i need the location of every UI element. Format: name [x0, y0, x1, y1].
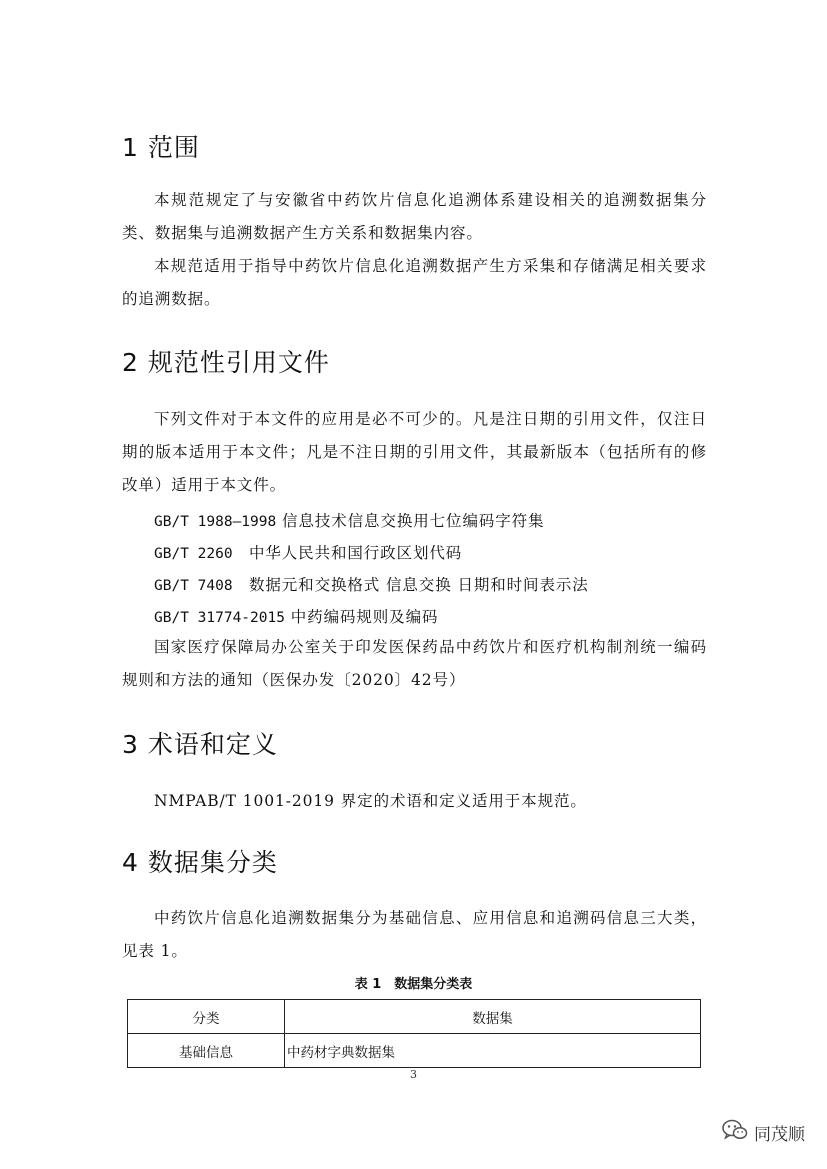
- reference-item: GB/T 7408 数据元和交换格式 信息交换 日期和时间表示法: [154, 576, 589, 594]
- dataset-classification-table: [127, 999, 701, 1068]
- table-caption: 表 1 数据集分类表: [354, 977, 473, 992]
- reference-item: GB/T 1988—1998 信息技术信息交换用七位编码字符集: [154, 512, 545, 530]
- normative-intro-paragraph: 下列文件对于本文件的应用是必不可少的。凡是注日期的引用文件，仅注日期的版本适用于本文件；凡是不注日期的引用文件，其最新版本（包括所有的修改单）适用于本文件。: [122, 410, 707, 494]
- terms-paragraph: NMPAB/T 1001-2019 界定的术语和定义适用于本规范。: [154, 792, 587, 810]
- wechat-icon: [722, 1119, 754, 1146]
- section-heading-normative-references: 2 规范性引用文件: [122, 348, 330, 377]
- classification-paragraph: 中药饮片信息化追溯数据集分为基础信息、应用信息和追溯码信息三大类，见表 1。: [122, 909, 707, 960]
- page-number: 3: [410, 1068, 417, 1081]
- column-header-dataset: 数据集: [285, 1000, 701, 1034]
- reference-item: GB/T 31774-2015 中药编码规则及编码: [154, 608, 439, 626]
- reference-notice-paragraph: 国家医疗保障局办公室关于印发医保药品中药饮片和医疗机构制剂统一编码规则和方法的通知（医保办发〔2020〕42号）: [122, 638, 707, 689]
- table-cell-dataset: 中药材字典数据集: [285, 1034, 701, 1068]
- section-heading-terms: 3 术语和定义: [122, 730, 278, 759]
- watermark: [722, 1119, 805, 1146]
- table-row: [128, 1034, 701, 1068]
- watermark-text: 同茂顺: [754, 1125, 805, 1145]
- column-header-category: 分类: [128, 1000, 285, 1034]
- scope-paragraph-1: 本规范规定了与安徽省中药饮片信息化追溯体系建设相关的追溯数据集分类、数据集与追溯数据产生方关系和数据集内容。: [122, 191, 707, 242]
- scope-paragraph-2: 本规范适用于指导中药饮片信息化追溯数据产生方采集和存储满足相关要求的追溯数据。: [122, 257, 707, 308]
- reference-item: GB/T 2260 中华人民共和国行政区划代码: [154, 544, 463, 562]
- table-header-row: [128, 1000, 701, 1034]
- table-cell-category: 基础信息: [128, 1034, 285, 1068]
- section-heading-scope: 1 范围: [122, 133, 200, 162]
- section-heading-classification: 4 数据集分类: [122, 848, 278, 877]
